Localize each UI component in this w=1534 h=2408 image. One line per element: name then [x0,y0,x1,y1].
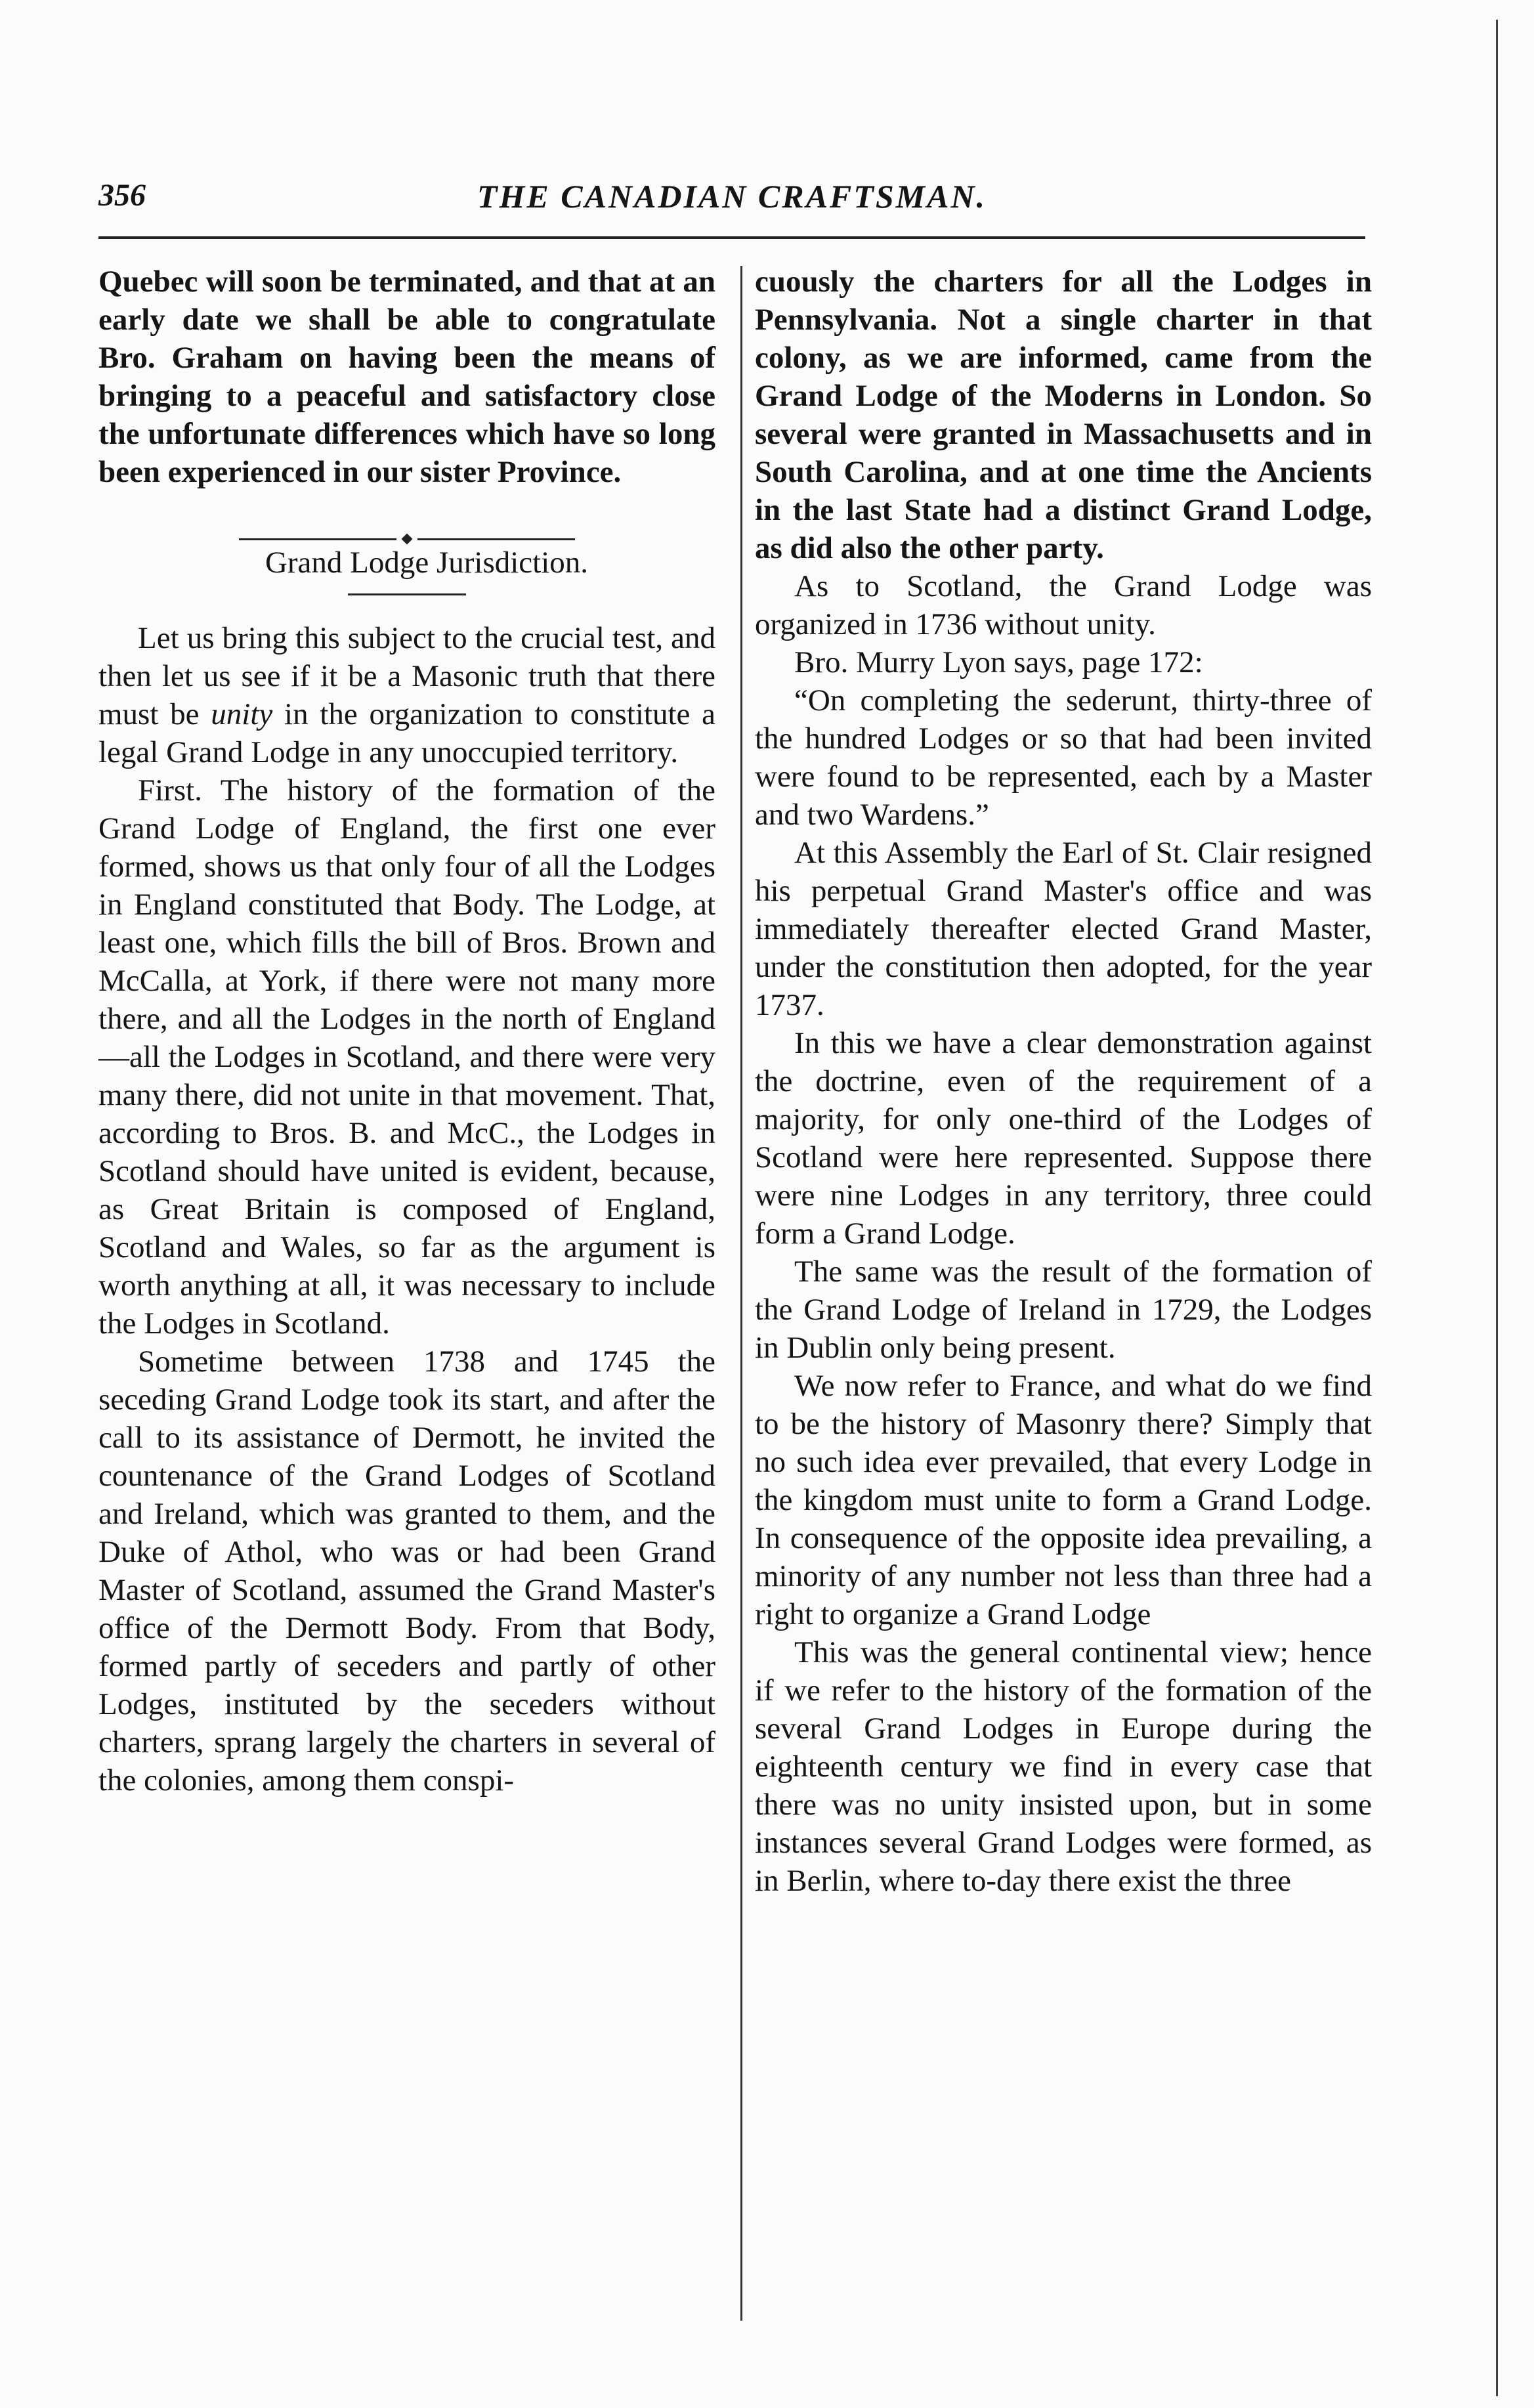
right-paragraph-9: This was the general continental view; hence if we refer to the history of the formation of the several Grand Lodges in Europe during the eighteenth century we find in every case that there was no unity insisted upon, but in some instances several Grand Lodges were formed, as in Berlin, where to-day there exist the three [755,1635,1372,1898]
column-divider [740,266,742,2321]
right-column [755,263,1372,1900]
right-paragraph-1: cuously the charters for all the Lodges in Pennsylvania. Not a single charter in that colony, as we are informed, came from the Grand Lodge of the Moderns in London. So several were granted in Massachusetts and in South Carolina, and at one time the Ancients in the last State had a distinct Grand Lodge, as did also the other party. [755,265,1372,565]
ornament-line-left [239,538,396,540]
right-paragraph-3: Bro. Murry Lyon says, page 172: [794,645,1203,679]
left-paragraph-2 [98,619,715,771]
right-paragraph-8: We now refer to France, and what do we find to be the history of Masonry there? Simply that no such idea ever prevailed, that every Lodge in the kingdom must unite to form a Grand Lodge. In consequence of the opposite idea prevailing, a minority of any number not less than three had a right to organize a Grand Lodge [755,1369,1372,1631]
section-ornament [98,517,715,524]
running-head: THE CANADIAN CRAFTSMAN. [477,178,987,215]
right-paragraph-7: The same was the result of the formation of the Grand Lodge of Ireland in 1729, the Lodges in Dublin only being present. [755,1255,1372,1365]
left-paragraph-1: Quebec will soon be terminated, and that at an early date we shall be able to congratulate Bro. Graham on having been the means of bringing to a peaceful and satisfactory close the unfortunate differences which have so long been experienced in our sister Province. [98,265,715,489]
right-paragraph-2: As to Scotland, the Grand Lodge was organized in 1736 without unity. [755,569,1372,641]
left-paragraph-3: First. The history of the formation of the Grand Lodge of England, the first one ever formed, shows us that only four of all the Lodges in England constituted that Body. The Lodge, at least one, which fills the bill of Bros. Brown and McCalla, at York, if there were not many more there, and all the Lodges in the north of England—all the Lodges in Scotland, and there were very many there, did not unite in that movement. That, according to Bros. B. and McC., the Lodges in Scotland should have united is evident, because, as Great Britain is composed of England, Scotland and Wales, so far as the argument is worth anything at all, it was necessary to include the Lodges in Scotland. [98,773,715,1341]
left-paragraph-2-end: in the organization to constitute a legal Grand Lodge in any unoccupied territory. [98,697,715,769]
right-paragraph-4: “On completing the sederunt, thirty-three of the hundred Lodges or so that had been invited were found to be represented, each by a Master and two Wardens.” [755,683,1372,832]
ornament-line-right [417,538,575,540]
section-heading: Grand Lodge Jurisdiction. [265,546,589,580]
page-edge-margin [1496,20,1524,2396]
heading-rule [348,593,466,595]
left-paragraph-4: Sometime between 1738 and 1745 the seceding Grand Lodge took its start, and after the call to its assistance of Dermott, he invited the countenance of the Grand Lodges of Scotland and Ireland, which was granted to them, and the Duke of Athol, who was or had been Grand Master of Scotland, assumed the Grand Master's office of the Dermott Body. From that Body, formed partly of seceders and partly of other Lodges, instituted by the seceders without charters, sprang largely the charters in several of the colonies, among them conspi- [98,1344,715,1797]
emphasis-unity: unity [211,697,273,731]
right-paragraph-5: At this Assembly the Earl of St. Clair resigned his perpetual Grand Master's office and was immediately thereafter elected Grand Master, under the constitution then adopted, for the year 1737. [755,836,1372,1022]
left-column [98,263,715,1799]
page-header [98,177,1365,230]
page-number: 356 [98,178,146,213]
left-paragraph-2-start: Let us bring this subject to the crucial test, and then let us see if it be a Masonic truth that there must be [98,621,715,731]
header-rule [98,236,1365,239]
right-paragraph-6: In this we have a clear demonstration against the doctrine, even of the requirement of a majority, for only one-third of the Lodges of Scotland were here represented. Suppose there were nine Lodges in any territory, three could form a Grand Lodge. [755,1026,1372,1251]
